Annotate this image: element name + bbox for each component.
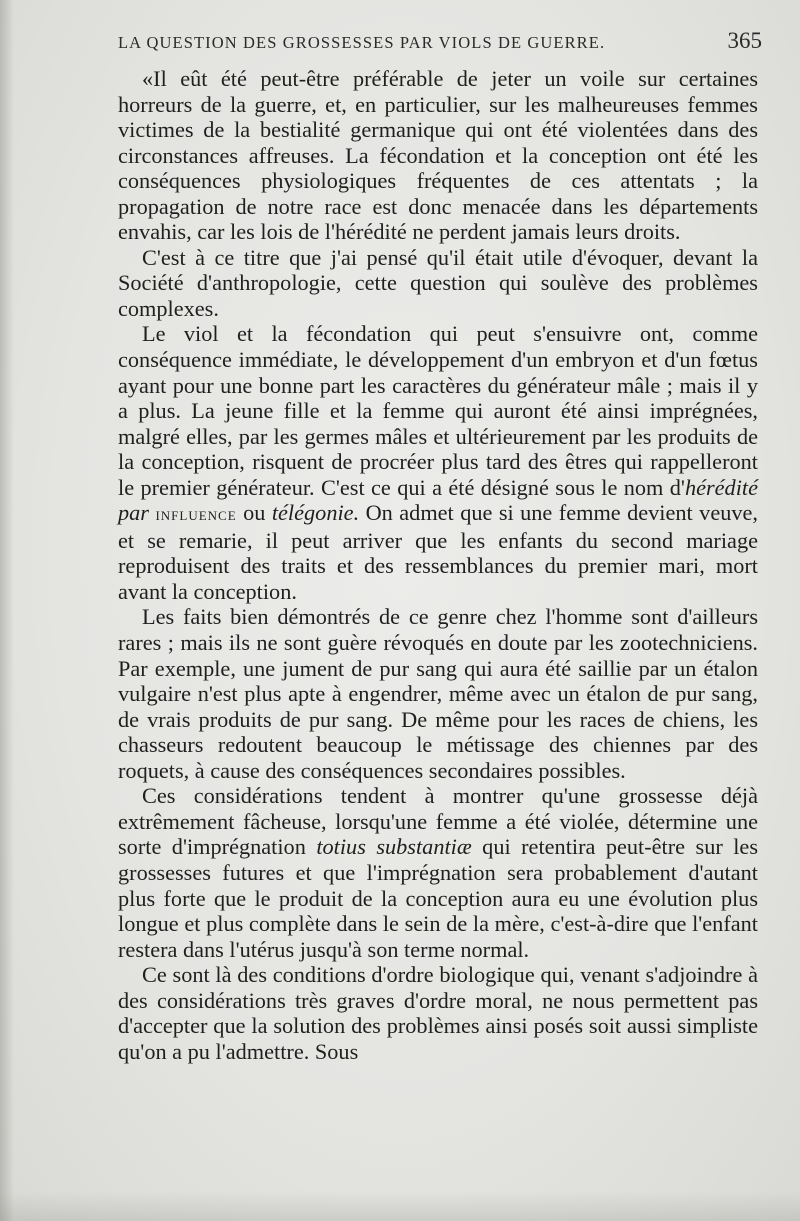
running-title: LA QUESTION DES GROSSESSES PAR VIOLS DE GUERRE. (118, 33, 606, 52)
italic-heredite-par: hérédité par (118, 474, 758, 526)
paragraph-5-part-2: qui retentira peut-être sur les grossesses futures et que l'imprégnation sera probablement d'autant plus forte que le produit de la conception aura eu une évolution plus longue et plus complète dans le sein de la mère, c'est-à-dire que l'enfant restera dans l'utérus jusqu'à son terme normal. (118, 834, 758, 962)
paragraph-4: Les faits bien démontrés de ce genre chez l'homme sont d'ailleurs rares ; mais ils ne sont guère révoqués en doute par les zootechniciens. Par exemple, une jument de pur sang qui aura été saillie par un étalon vulgaire n'est plus apte à engendrer, même avec un étalon de pur sang, de vrais produits de pur sang. De même pour les races de chiens, les chasseurs redoutent beaucoup le métissage des chiennes par des roquets, à cause des conséquences secondaires possibles. (118, 604, 758, 783)
page-number: 365 (727, 28, 762, 53)
paragraph-6: Ce sont là des conditions d'ordre biologique qui, venant s'adjoindre à des considérations très graves d'ordre moral, ne nous permettent pas d'accepter que la solution des problèmes ainsi posés soit aussi simpliste qu'on a pu l'admettre. Sous (118, 962, 758, 1064)
paragraph-3-part-1: Le viol et la fécondation qui peut s'ensuivre ont, comme conséquence immédiate, le développement d'un embryon et d'un fœtus ayant pour une bonne part les caractères du générateur mâle ; mais il y a plus. La jeune fille et la femme qui auront été ainsi imprégnées, malgré elles, par les germes mâles et ultérieurement par les produits de la conception, risquent de procréer plus tard des êtres qui rappelleront le premier générateur. C'est ce qui a été désigné sous le nom d' (118, 321, 758, 500)
page-bottom-shadow (0, 1191, 800, 1221)
paragraph-5-part-1: Ces considérations tendent à montrer qu'une grossesse déjà extrêmement fâcheuse, lorsqu'une femme a été violée, détermine une sorte d'imprégnation (118, 783, 758, 860)
book-page (118, 28, 762, 1064)
paragraph-3-part-3: On admet que si une femme devient veuve, et se remarie, il peut arriver que les enfants du second mariage reproduisent des traits et des ressemblances du premier mari, mort avant la conception. (118, 500, 758, 604)
smallcaps-influence: influence (155, 504, 237, 526)
italic-telegonie: télégonie. (271, 500, 360, 526)
paragraph-1: «Il eût été peut-être préférable de jeter un voile sur certaines horreurs de la guerre, et, en particulier, sur les malheureuses femmes victimes de la bestialité germanique qui ont été violentées dans des circonstances affreuses. La fécondation et la conception ont été les conséquences physiologiques fréquentes de ces attentats ; la propagation de notre race est donc menacée dans les départements envahis, car les lois de l'hérédité ne perdent jamais leurs droits. (118, 66, 758, 245)
paragraph-5 (118, 783, 758, 962)
paragraph-2: C'est à ce titre que j'ai pensé qu'il était utile d'évoquer, devant la Société d'anthropologie, cette question qui soulève des problèmes complexes. (118, 244, 758, 321)
paragraph-3 (118, 321, 758, 604)
italic-totius-substantiae: totius substantiæ (316, 834, 472, 860)
page-header (118, 28, 762, 64)
page-edge-shadow (0, 0, 14, 1221)
paragraph-3-part-2: ou (236, 500, 272, 526)
body-text (118, 66, 758, 1064)
